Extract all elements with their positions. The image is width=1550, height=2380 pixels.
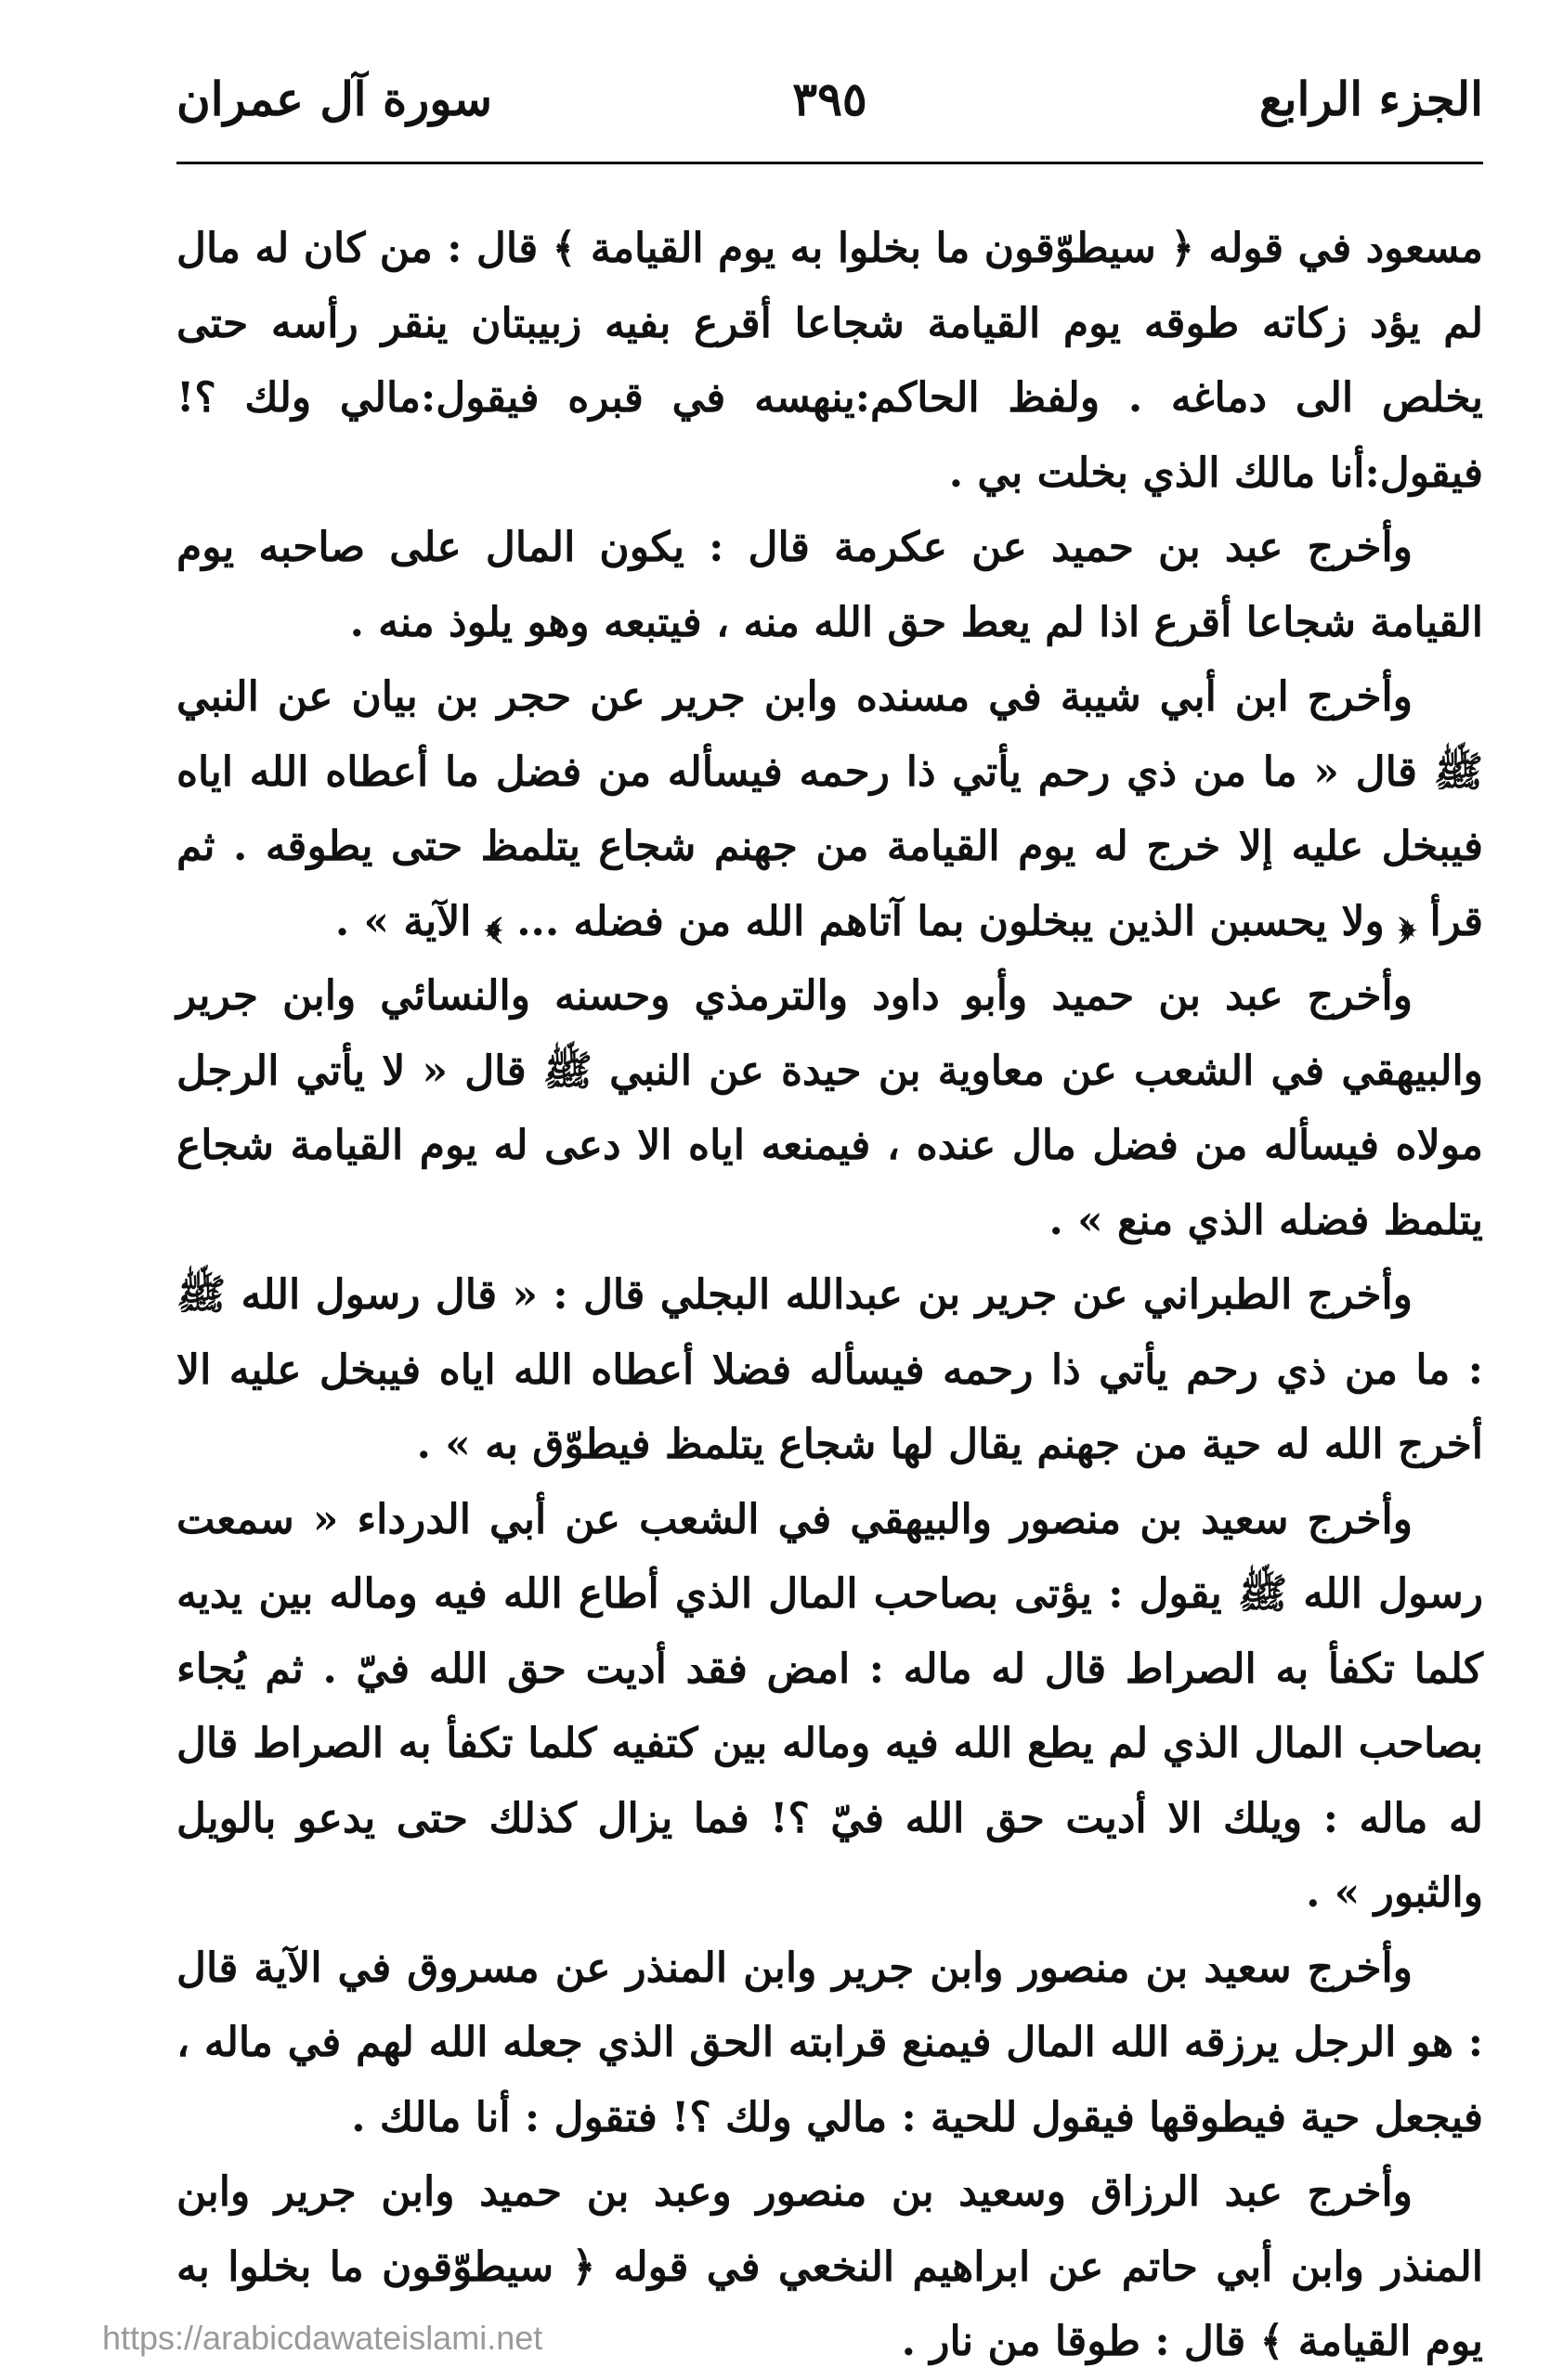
part-title: الجزء الرابع bbox=[1258, 72, 1483, 126]
paragraph-7: وأخرج سعيد بن منصور وابن جرير وابن المنذر عن مسروق في الآية قال : هو الرجل يرزقه الله المال فيمنع قرابته الحق الذي جعله الله لهم في ماله ، فيجعل حية فيطوقها فيقول للحية : مالي ولك ؟! فتقول : أنا مالك . bbox=[176, 1944, 1483, 2141]
website-watermark: https://arabicdawateislami.net bbox=[102, 2319, 543, 2357]
body-text bbox=[176, 212, 1483, 2380]
header-divider bbox=[176, 162, 1483, 164]
paragraph-1: مسعود في قوله ﴿ سيطوّقون ما بخلوا به يوم القيامة ﴾ قال : من كان له مال لم يؤد زكاته طوقه يوم القيامة شجاعا أقرع بفيه زبيبتان ينقر رأسه حتى يخلص الى دماغه . ولفظ الحاكم:ينهسه في قبره فيقول:مالي ولك ؟! فيقول:أنا مالك الذي بخلت بي . bbox=[176, 225, 1483, 497]
paragraph-5: وأخرج الطبراني عن جرير بن عبدالله البجلي قال : « قال رسول الله ﷺ : ما من ذي رحم يأتي ذا رحمه فيسأله فضلا أعطاه الله اياه فيبخل عليه الا أخرج الله له حية من جهنم يقال لها شجاع يتلمظ فيطوّق به » . bbox=[176, 1271, 1483, 1468]
paragraph-6: وأخرج سعيد بن منصور والبيهقي في الشعب عن أبي الدرداء « سمعت رسول الله ﷺ يقول : يؤتى بصاحب المال الذي أطاع الله فيه وماله بين يديه كلما تكفأ به الصراط قال له ماله : امض فقد أديت حق الله فيّ . ثم يُجاء بصاحب المال الذي لم يطع الله فيه وماله بين كتفيه كلما تكفأ به الصراط قال له ماله : ويلك الا أديت حق الله فيّ ؟! فما يزال كذلك حتى يدعو بالويل والثبور » . bbox=[176, 1495, 1483, 1917]
paragraph-8: وأخرج عبد الرزاق وسعيد بن منصور وعبد بن حميد وابن جرير وابن المنذر وابن أبي حاتم عن ابراهيم النخعي في قوله ﴿ سيطوّقون ما بخلوا به يوم القيامة ﴾ قال : طوقا من نار . bbox=[176, 2168, 1483, 2365]
surah-title: سورة آل عمران bbox=[176, 72, 493, 126]
paragraph-3: وأخرج ابن أبي شيبة في مسنده وابن جرير عن حجر بن بيان عن النبي ﷺ قال « ما من ذي رحم يأتي ذا رحمه فيسأله من فضل ما أعطاه الله اياه فيبخل عليه إلا خرج له يوم القيامة من جهنم شجاع يتلمظ حتى يطوقه . ثم قرأ ﴿ ولا يحسبن الذين يبخلون بما آتاهم الله من فضله ... ﴾ الآية » . bbox=[176, 673, 1483, 945]
paragraph-4: وأخرج عبد بن حميد وأبو داود والترمذي وحسنه والنسائي وابن جرير والبيهقي في الشعب عن معاوية بن حيدة عن النبي ﷺ قال « لا يأتي الرجل مولاه فيسأله من فضل مال عنده ، فيمنعه اياه الا دعى له يوم القيامة شجاع يتلمظ فضله الذي منع » . bbox=[176, 972, 1483, 1244]
page-header bbox=[176, 58, 1483, 160]
paragraph-2: وأخرج عبد بن حميد عن عكرمة قال : يكون المال على صاحبه يوم القيامة شجاعا أقرع اذا لم يعط حق الله منه ، فيتبعه وهو يلوذ منه . bbox=[176, 524, 1483, 646]
page-number: ٣٩٥ bbox=[792, 72, 867, 126]
